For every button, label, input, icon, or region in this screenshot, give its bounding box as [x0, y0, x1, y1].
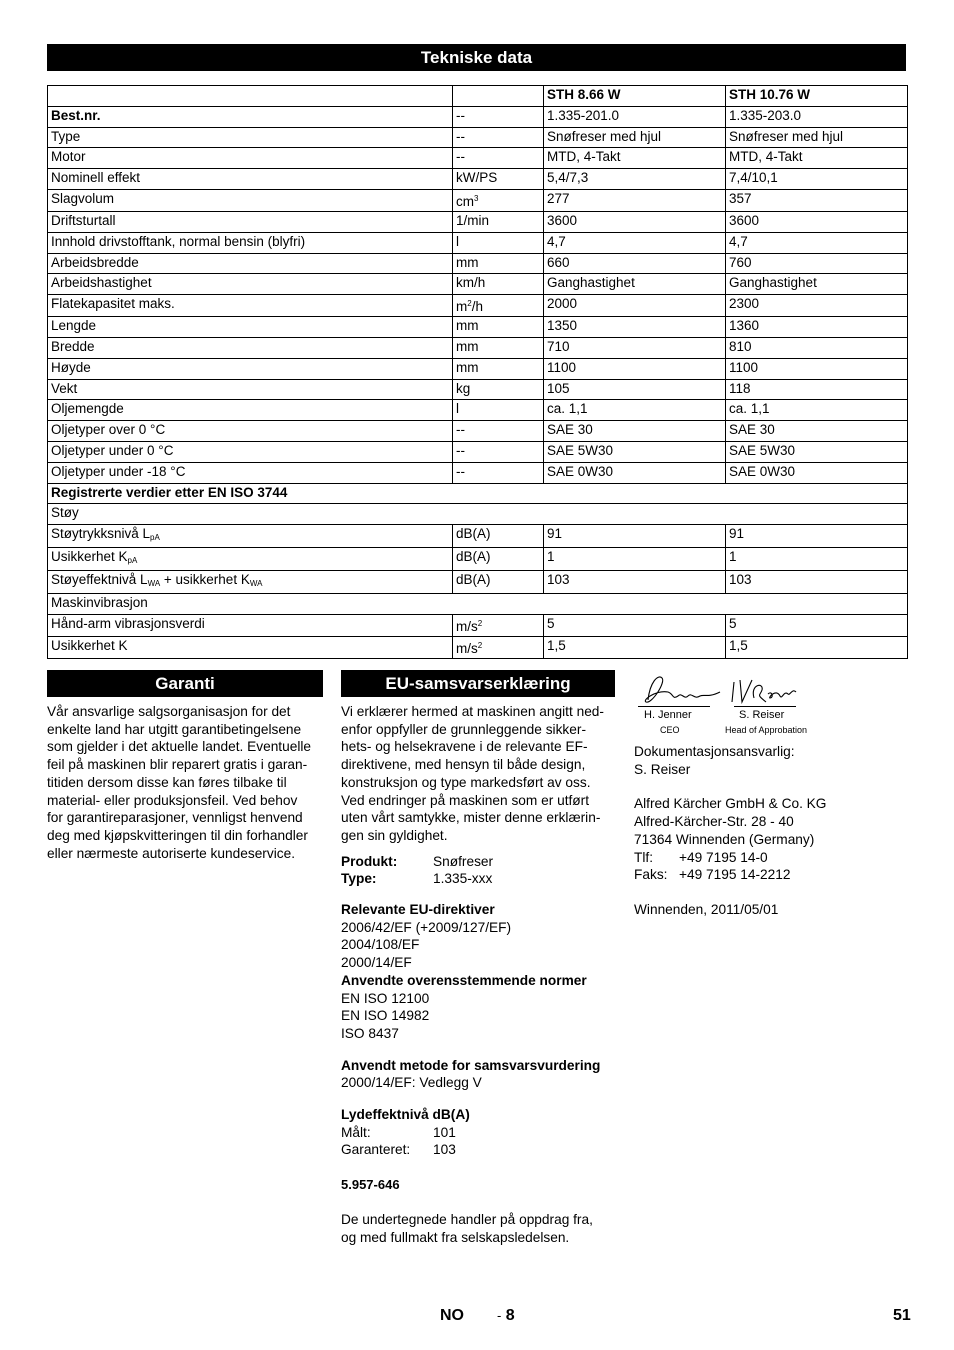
garanti-heading: Garanti: [47, 670, 323, 697]
table-row: [48, 571, 908, 594]
table-row: [48, 525, 908, 548]
table-unit-cell: dB(A): [453, 525, 544, 548]
table-value-sth-10-76: MTD, 4-Takt: [726, 148, 908, 169]
type-row: [341, 870, 617, 888]
eu-intro-line: direktivene, med hensyn til både design,: [341, 757, 586, 773]
signer-right-role: Head of Approbation: [725, 725, 808, 735]
table-unit-cell: $m/s^2$: [453, 636, 544, 658]
table-label-cell: Oljetyper under -18 °C: [48, 462, 453, 483]
table-row: [48, 189, 908, 211]
table-header-cell: [48, 86, 453, 107]
table-header-cell: STH 10.76 W: [726, 86, 908, 107]
table-value-sth-8-66: 277: [544, 189, 726, 211]
place-date: Winnenden, 2011/05/01: [634, 901, 779, 917]
signatures: [634, 670, 906, 738]
table-value-sth-10-76: 760: [726, 253, 908, 274]
table-value-sth-8-66: 103: [544, 571, 726, 594]
table-label-cell: Støyeffektnivå $L_{WA}$ + usikkerhet $K_{WA}$: [48, 571, 453, 594]
table-row: [48, 148, 908, 169]
footer-page-dash: -: [497, 1308, 502, 1323]
eu-intro-line: konstruksjon og type markedsført av oss.: [341, 774, 591, 790]
doc-responsible-label: Dokumentasjonsansvarlig:: [634, 744, 795, 759]
table-row: [48, 504, 908, 525]
eu-intro-line: Ved endringer på maskinen som er utført: [341, 792, 590, 808]
table-label-cell: Usikkerhet $K_{pA}$: [48, 548, 453, 571]
footer-language: NO: [440, 1307, 464, 1324]
table-value-sth-8-66: 660: [544, 253, 726, 274]
table-unit-cell: $cm^3$: [453, 189, 544, 211]
signer-left-name: H. Jenner: [644, 709, 692, 721]
table-row: [48, 400, 908, 421]
subscript: pA: [127, 556, 138, 566]
table-section-cell: Registrerte verdier etter EN ISO 3744: [48, 483, 908, 504]
table-label-cell: Best.nr.: [48, 106, 453, 127]
eu-declaration-body: [341, 703, 617, 1246]
subscript: WA: [249, 579, 263, 589]
table-value-sth-8-66: 5: [544, 614, 726, 636]
table-value-sth-10-76: 4,7: [726, 232, 908, 253]
table-unit-cell: --: [453, 148, 544, 169]
product-value: Snøfreser: [433, 853, 494, 869]
table-row: [48, 211, 908, 232]
eu-declaration-heading: EU-samsvarserklæring: [341, 670, 615, 697]
table-value-sth-8-66: 1,5: [544, 636, 726, 658]
type-value: 1.335-xxx: [433, 871, 493, 887]
directives-title: Relevante EU-direktiver: [341, 902, 495, 918]
guaranteed-label: Garanteret:: [341, 1142, 411, 1158]
company-street: Alfred-Kärcher-Str. 28 - 40: [634, 814, 794, 830]
table-unit-cell: --: [453, 106, 544, 127]
guaranteed-row: [341, 1141, 617, 1159]
table-row: [48, 441, 908, 462]
table-label-cell: Bredde: [48, 337, 453, 358]
table-unit-cell: l: [453, 232, 544, 253]
document-number: 5.957-646: [341, 1177, 400, 1193]
table-label-cell: Lengde: [48, 317, 453, 338]
table-unit-cell: $m^2/h$: [453, 295, 544, 317]
table-row: [48, 379, 908, 400]
directive-item: 2006/42/EF (+2009/127/EF): [341, 919, 512, 935]
table-value-sth-10-76: 3600: [726, 211, 908, 232]
table-header-cell: [453, 86, 544, 107]
table-value-sth-10-76: 1100: [726, 358, 908, 379]
table-value-sth-10-76: 7,4/10,1: [726, 169, 908, 190]
table-value-sth-8-66: 710: [544, 337, 726, 358]
table-unit-cell: kg: [453, 379, 544, 400]
table-label-cell: Oljemengde: [48, 400, 453, 421]
table-value-sth-8-66: SAE 30: [544, 421, 726, 442]
superscript: 2: [477, 618, 483, 628]
measured-value: 101: [433, 1124, 456, 1140]
guaranteed-value: 103: [433, 1142, 456, 1158]
subscript: WA: [147, 579, 161, 589]
table-label-cell: Type: [48, 127, 453, 148]
table-label-cell: Flatekapasitet maks.: [48, 295, 453, 317]
table-header-row: [48, 86, 908, 107]
table-section-cell: Støy: [48, 504, 908, 525]
table-value-sth-8-66: 2000: [544, 295, 726, 317]
table-value-sth-10-76: 810: [726, 337, 908, 358]
table-unit-cell: dB(A): [453, 571, 544, 594]
garanti-line: material- eller produksjonsfeil. Ved behov: [47, 792, 298, 808]
table-label-cell: Nominell effekt: [48, 169, 453, 190]
eu-intro-line: enfor oppfyller de grunnleggende sikker-: [341, 721, 587, 737]
method-title: Anvendt metode for samsvarsvurdering: [341, 1057, 601, 1073]
closing-line: De undertegnede handler på oppdrag fra,: [341, 1211, 593, 1227]
superscript: 2: [467, 299, 472, 309]
table-value-sth-10-76: Ganghastighet: [726, 274, 908, 295]
footer-page-reference: [497, 1307, 515, 1325]
table-unit-cell: 1/min: [453, 211, 544, 232]
table-value-sth-10-76: SAE 0W30: [726, 462, 908, 483]
table-unit-cell: mm: [453, 317, 544, 338]
table-unit-cell: mm: [453, 337, 544, 358]
table-label-cell: Høyde: [48, 358, 453, 379]
directives-list: [341, 919, 617, 972]
table-unit-cell: mm: [453, 358, 544, 379]
table-value-sth-10-76: Snøfreser med hjul: [726, 127, 908, 148]
table-value-sth-8-66: Snøfreser med hjul: [544, 127, 726, 148]
doc-responsible-name: S. Reiser: [634, 761, 691, 777]
garanti-line: titiden dersom disse kan føres tilbake til: [47, 774, 287, 790]
table-unit-cell: l: [453, 400, 544, 421]
table-label-cell: Arbeidshastighet: [48, 274, 453, 295]
phone-row: [634, 849, 906, 867]
table-label-cell: Arbeidsbredde: [48, 253, 453, 274]
table-value-sth-8-66: 1: [544, 548, 726, 571]
table-value-sth-10-76: SAE 5W30: [726, 441, 908, 462]
table-value-sth-10-76: 103: [726, 571, 908, 594]
table-unit-cell: mm: [453, 253, 544, 274]
table-row: [48, 317, 908, 338]
table-value-sth-10-76: SAE 30: [726, 421, 908, 442]
table-value-sth-10-76: 1.335-203.0: [726, 106, 908, 127]
table-row: [48, 483, 908, 504]
product-label: Produkt:: [341, 853, 398, 869]
table-value-sth-8-66: 91: [544, 525, 726, 548]
table-row: [48, 548, 908, 571]
table-value-sth-10-76: 2300: [726, 295, 908, 317]
table-row: [48, 337, 908, 358]
table-value-sth-10-76: 5: [726, 614, 908, 636]
section-title-tekniske-data: Tekniske data: [47, 44, 906, 71]
table-unit-cell: $m/s^2$: [453, 614, 544, 636]
table-label-cell: Oljetyper under 0 °C: [48, 441, 453, 462]
signature-reiser-image: [728, 674, 800, 708]
table-row: [48, 127, 908, 148]
table-row: [48, 232, 908, 253]
table-value-sth-8-66: 1100: [544, 358, 726, 379]
table-unit-cell: km/h: [453, 274, 544, 295]
table-value-sth-10-76: 91: [726, 525, 908, 548]
eu-intro-text: [341, 703, 617, 845]
norms-list: [341, 990, 617, 1043]
norm-item: EN ISO 12100: [341, 990, 430, 1006]
table-row: [48, 169, 908, 190]
table-row: [48, 106, 908, 127]
phone-label: Tlf:: [634, 849, 654, 865]
fax-row: [634, 866, 906, 884]
technical-data-table: [47, 85, 908, 659]
footer-page-ref-number: 8: [505, 1307, 515, 1324]
garanti-line: deg med kjøpskvitteringen til din forhandler: [47, 827, 308, 843]
table-label-cell: Usikkerhet K: [48, 636, 453, 658]
table-row: [48, 358, 908, 379]
table-row: [48, 253, 908, 274]
norms-title: Anvendte overensstemmende normer: [341, 972, 587, 988]
table-value-sth-10-76: ca. 1,1: [726, 400, 908, 421]
table-row: [48, 636, 908, 658]
table-value-sth-10-76: 1360: [726, 317, 908, 338]
table-label-cell: Driftsturtall: [48, 211, 453, 232]
closing-text: [341, 1211, 617, 1246]
garanti-line: for garantireparasjoner, vennligst henvend: [47, 810, 303, 826]
eu-intro-line: gen sin gyldighet.: [341, 827, 448, 843]
superscript: 3: [474, 193, 479, 203]
eu-intro-line: uten vårt samtykke, mister denne erklærin-: [341, 810, 601, 826]
table-unit-cell: --: [453, 462, 544, 483]
fax-label: Faks:: [634, 867, 668, 883]
table-unit-cell: kW/PS: [453, 169, 544, 190]
eu-intro-line: Vi erklærer hermed at maskinen angitt ned-: [341, 704, 604, 719]
garanti-line: eller nærmeste autoriserte kundeservice.: [47, 845, 296, 861]
table-value-sth-8-66: MTD, 4-Takt: [544, 148, 726, 169]
signer-right-name: S. Reiser: [739, 709, 785, 721]
table-value-sth-8-66: SAE 5W30: [544, 441, 726, 462]
table-row: [48, 594, 908, 615]
sound-title: Lydeffektnivå dB(A): [341, 1107, 470, 1123]
table-value-sth-8-66: Ganghastighet: [544, 274, 726, 295]
table-row: [48, 614, 908, 636]
table-value-sth-10-76: 1: [726, 548, 908, 571]
garanti-line: feil på maskinen blir reparert gratis i garan-: [47, 757, 308, 773]
table-value-sth-8-66: SAE 0W30: [544, 462, 726, 483]
eu-intro-line: hets- og helsekravene i de relevante EF-: [341, 739, 588, 755]
table-label-cell: Innhold drivstofftank, normal bensin (blyfri): [48, 232, 453, 253]
phone-value: +49 7195 14-0: [679, 849, 768, 865]
product-row: [341, 853, 617, 871]
table-unit-cell: --: [453, 127, 544, 148]
company-city: 71364 Winnenden (Germany): [634, 831, 815, 847]
fax-value: +49 7195 14-2212: [679, 867, 791, 883]
directive-item: 2000/14/EF: [341, 955, 412, 971]
closing-line: og med fullmakt fra selskapsledelsen.: [341, 1229, 570, 1245]
garanti-line: som gjelder i det aktuelle landet. Eventuelle: [47, 739, 312, 755]
directive-item: 2004/108/EF: [341, 937, 420, 953]
table-label-cell: Vekt: [48, 379, 453, 400]
garanti-line: enkelte land har utgitt garantibetingelsene: [47, 721, 302, 737]
type-label: Type:: [341, 871, 377, 887]
table-value-sth-10-76: 357: [726, 189, 908, 211]
table-value-sth-8-66: 5,4/7,3: [544, 169, 726, 190]
table-unit-cell: dB(A): [453, 548, 544, 571]
norm-item: EN ISO 14982: [341, 1008, 430, 1024]
table-row: [48, 274, 908, 295]
table-unit-cell: --: [453, 441, 544, 462]
footer-page-number: 51: [893, 1307, 911, 1324]
table-value-sth-10-76: 1,5: [726, 636, 908, 658]
table-header-cell: STH 8.66 W: [544, 86, 726, 107]
table-unit-cell: --: [453, 421, 544, 442]
table-label-cell: Slagvolum: [48, 189, 453, 211]
signer-left-role: CEO: [660, 725, 680, 735]
superscript: 2: [477, 640, 483, 650]
table-value-sth-8-66: 1.335-201.0: [544, 106, 726, 127]
table-label-cell: Oljetyper over 0 °C: [48, 421, 453, 442]
table-value-sth-8-66: 3600: [544, 211, 726, 232]
norm-item: ISO 8437: [341, 1025, 399, 1041]
signature-jenner-image: [638, 670, 728, 710]
company-name: Alfred Kärcher GmbH & Co. KG: [634, 796, 827, 812]
table-label-cell: Støytrykksnivå $L_{pA}$: [48, 525, 453, 548]
table-row: [48, 421, 908, 442]
method-value: 2000/14/EF: Vedlegg V: [341, 1075, 482, 1091]
table-value-sth-8-66: 1350: [544, 317, 726, 338]
table-section-cell: Maskinvibrasjon: [48, 594, 908, 615]
measured-row: [341, 1124, 617, 1142]
table-value-sth-8-66: 4,7: [544, 232, 726, 253]
table-row: [48, 462, 908, 483]
table-value-sth-8-66: 105: [544, 379, 726, 400]
table-label-cell: Hånd-arm vibrasjonsverdi: [48, 614, 453, 636]
subscript: pA: [150, 533, 160, 543]
table-row: [48, 295, 908, 317]
measured-label: Målt:: [341, 1124, 371, 1140]
garanti-line: Vår ansvarlige salgsorganisasjon for det: [47, 704, 291, 719]
garanti-text: [47, 703, 323, 862]
signature-block: [634, 670, 906, 919]
table-label-cell: Motor: [48, 148, 453, 169]
table-value-sth-10-76: 118: [726, 379, 908, 400]
table-value-sth-8-66: ca. 1,1: [544, 400, 726, 421]
